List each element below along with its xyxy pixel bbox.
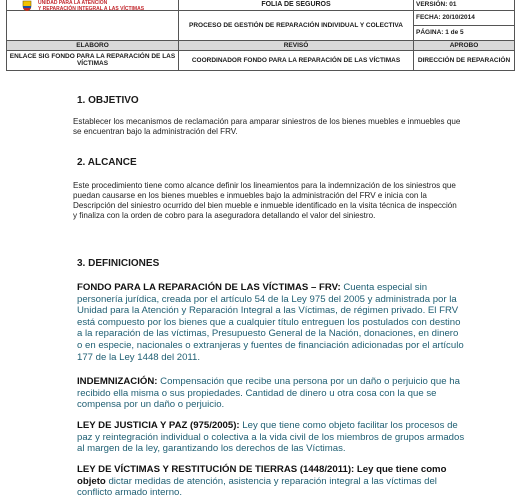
logo (8, 0, 178, 18)
definition-frv (77, 282, 465, 363)
reviso-value: COORDINADOR FONDO PARA LA REPARACIÓN DE LAS VÍCTIMAS (179, 50, 414, 70)
aprobo-head: APROBO (414, 40, 515, 50)
coat-of-arms-icon (22, 0, 32, 11)
page-label: PÁGINA: 1 de 5 (416, 29, 464, 36)
definition-indemnizacion (77, 376, 465, 411)
page-cell (414, 25, 515, 40)
process-title: PROCESO DE GESTIÓN DE REPARACIÓN INDIVIDUAL Y COLECTIVA (189, 21, 403, 29)
logo-text (38, 0, 144, 12)
definition-indemnizacion-text: Compensación que recibe una persona por un daño o perjuicio que ha recibido ella misma o sus propiedades. Cantidad de dinero u otra cosa con la que se compensa por un daño o perjuicio. (77, 376, 460, 411)
logo-line-2: Y REPARACIÓN INTEGRAL A LAS VÍCTIMAS (38, 6, 145, 12)
elaboro-head: ELABORO (7, 40, 179, 50)
definition-ley-justicia-paz (77, 420, 465, 455)
date-label: FECHA: 20/10/2014 (416, 14, 475, 21)
definition-frv-text: Cuenta especial sin personería jurídica, creada por el artículo 54 de la Ley 975 del 2005 y administrada por la Unidad para la Atención y Reparación Integral a las Víctimas, de régimen privado. El FRV está compuesto por los bienes que a cualquier título entreguen los postulados con destino a la reparación de las víctimas, Presupuesto General de la Nación, donaciones, en dinero o en especie, nacionales o extranjeras y fuentes de financiación adicionadas por el artículo 177 de la Ley 1448 del 2011. (77, 282, 464, 363)
definition-ley-victimas (77, 464, 465, 499)
definition-ley-justicia-paz-term: LEY DE JUSTICIA Y PAZ (975/2005): (77, 420, 240, 431)
section-objetivo-text: Establecer los mecanismos de reclamación para amparar siniestros de los bienes muebles e inmuebles que se encuentran bajo la administración del FRV. (73, 117, 461, 136)
section-definiciones-title: 3. DEFINICIONES (77, 258, 160, 269)
definition-frv-term: FONDO PARA LA REPARACIÓN DE LAS VÍCTIMAS – FRV: (77, 282, 341, 293)
definition-indemnizacion-term: INDEMNIZACIÓN: (77, 376, 158, 387)
section-alcance-title: 2. ALCANCE (77, 157, 137, 168)
version-cell (414, 0, 515, 10)
version: VERSIÓN: 01 (416, 1, 457, 9)
section-objetivo-title: 1. OBJETIVO (77, 95, 139, 106)
form-title-cell (179, 0, 414, 10)
definition-ley-victimas-text: dictar medidas de atención, asistencia y reparación integral a las víctimas del conflicto armado interno. (77, 475, 437, 499)
aprobo-value: DIRECCIÓN DE REPARACIÓN (414, 50, 515, 70)
reviso-head: REVISÓ (179, 40, 414, 50)
section-alcance-text: Este procedimiento tiene como alcance definir los lineamientos para la indemnización de los siniestros que puedan causarse en los bienes muebles e inmuebles bajo la administración del FRV e inicia con la Descripción del siniestro ocurrido del bien mueble e inmueble identificado en la visita técnica de inspección y finaliza con la orden de cobro para la aseguradora detallando el valor del siniestro. (73, 181, 457, 220)
definition-ley-justicia-paz-text: Ley que tiene como objeto facilitar los procesos de paz y reintegración individual o colectiva a la vida civil de los miembros de grupos armados al margen de la ley, garantizando los derechos de las Víctimas. (77, 420, 465, 455)
definition-ley-victimas-term: LEY DE VÍCTIMAS Y RESTITUCIÓN DE TIERRAS (1448/2011): Ley que tiene como objeto (77, 464, 447, 487)
elaboro-value: ENLACE SIG FONDO PARA LA REPARACIÓN DE LAS VÍCTIMAS (7, 50, 179, 70)
form-title: FOLIA DE SEGUROS (261, 1, 331, 9)
date-cell (414, 10, 515, 25)
process-title-cell (179, 10, 414, 40)
logo-line-1: UNIDAD PARA LA ATENCIÓN (38, 0, 108, 6)
